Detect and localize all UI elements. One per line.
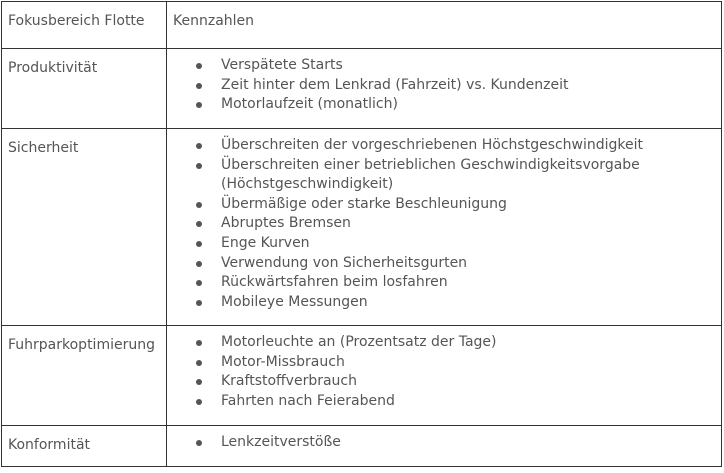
kpi-item xyxy=(167,156,721,195)
kpi-item xyxy=(167,273,721,293)
bullet-icon xyxy=(196,63,202,69)
kpi-text: Überschreiten einer betrieblichen Geschwindigkeitsvorgabe (Höchstgeschwindigkeit) xyxy=(221,156,640,193)
kpi-list xyxy=(167,326,721,421)
kpi-text: Kraftstoffverbrauch xyxy=(221,373,358,390)
kpi-cell xyxy=(167,426,722,467)
fleet-kpi-table xyxy=(1,1,722,467)
table-row-productivity xyxy=(2,49,722,129)
focus-area-cell xyxy=(2,426,167,467)
focus-area-cell xyxy=(2,129,167,326)
table-header-row xyxy=(2,2,722,49)
kpi-list xyxy=(167,49,721,125)
bullet-icon xyxy=(196,83,202,89)
bullet-icon xyxy=(196,163,202,169)
kpi-item xyxy=(167,195,721,215)
kpi-text: Motorleuchte an (Prozentsatz der Tage) xyxy=(221,334,497,350)
kpi-text: Übermäßige oder starke Beschleunigung xyxy=(221,195,507,212)
bullet-icon xyxy=(196,261,202,267)
table-row-safety xyxy=(2,129,722,326)
kpi-item xyxy=(167,293,721,313)
kpi-list xyxy=(167,129,721,322)
bullet-icon xyxy=(196,300,202,306)
bullet-icon xyxy=(196,221,202,227)
table-row-fleet-optimization xyxy=(2,326,722,426)
kpi-item xyxy=(167,56,721,76)
kpi-cell xyxy=(167,49,722,129)
kpi-text: Lenkzeitverstöße xyxy=(221,434,341,450)
focus-area-label: Konformität xyxy=(8,437,91,453)
kpi-text: Mobileye Messungen xyxy=(221,293,368,310)
kpi-item xyxy=(167,234,721,254)
kpi-item xyxy=(167,136,721,156)
header-kpis-label: Kennzahlen xyxy=(173,13,255,29)
kpi-item xyxy=(167,254,721,274)
bullet-icon xyxy=(196,143,202,149)
focus-area-cell xyxy=(2,49,167,129)
focus-area-label: Fuhrparkoptimierung xyxy=(8,337,155,353)
bullet-icon xyxy=(196,241,202,247)
kpi-text: Zeit hinter dem Lenkrad (Fahrzeit) vs. Kundenzeit xyxy=(221,76,569,93)
kpi-text: Verwendung von Sicherheitsgurten xyxy=(221,254,468,271)
kpi-text: Motor-Missbrauch xyxy=(221,353,345,370)
header-cell-kpis xyxy=(167,2,722,49)
kpi-list xyxy=(167,426,721,463)
kpi-item xyxy=(167,372,721,392)
kpi-text: Enge Kurven xyxy=(221,234,310,251)
kpi-item xyxy=(167,95,721,115)
kpi-text: Rückwärtsfahren beim losfahren xyxy=(221,274,448,291)
kpi-text: Verspätete Starts xyxy=(221,57,343,73)
bullet-icon xyxy=(196,340,202,346)
kpi-item xyxy=(167,392,721,412)
kpi-text: Abruptes Bremsen xyxy=(221,215,351,232)
focus-area-cell xyxy=(2,326,167,426)
bullet-icon xyxy=(196,280,202,286)
kpi-text: Überschreiten der vorgeschriebenen Höchstgeschwindigkeit xyxy=(221,137,644,153)
kpi-text: Motorlaufzeit (monatlich) xyxy=(221,96,398,113)
kpi-cell xyxy=(167,129,722,326)
header-cell-focus-area xyxy=(2,2,167,49)
kpi-item xyxy=(167,214,721,234)
kpi-text: Fahrten nach Feierabend xyxy=(221,392,395,409)
bullet-icon xyxy=(196,360,202,366)
kpi-item xyxy=(167,333,721,353)
focus-area-label: Produktivität xyxy=(8,60,98,76)
bullet-icon xyxy=(196,379,202,385)
bullet-icon xyxy=(196,440,202,446)
bullet-icon xyxy=(196,399,202,405)
kpi-cell xyxy=(167,326,722,426)
focus-area-label: Sicherheit xyxy=(8,140,79,156)
kpi-item xyxy=(167,433,721,453)
bullet-icon xyxy=(196,202,202,208)
kpi-item xyxy=(167,76,721,96)
kpi-item xyxy=(167,353,721,373)
table-row-compliance xyxy=(2,426,722,467)
header-focus-area-label: Fokusbereich Flotte xyxy=(8,13,145,29)
bullet-icon xyxy=(196,102,202,108)
